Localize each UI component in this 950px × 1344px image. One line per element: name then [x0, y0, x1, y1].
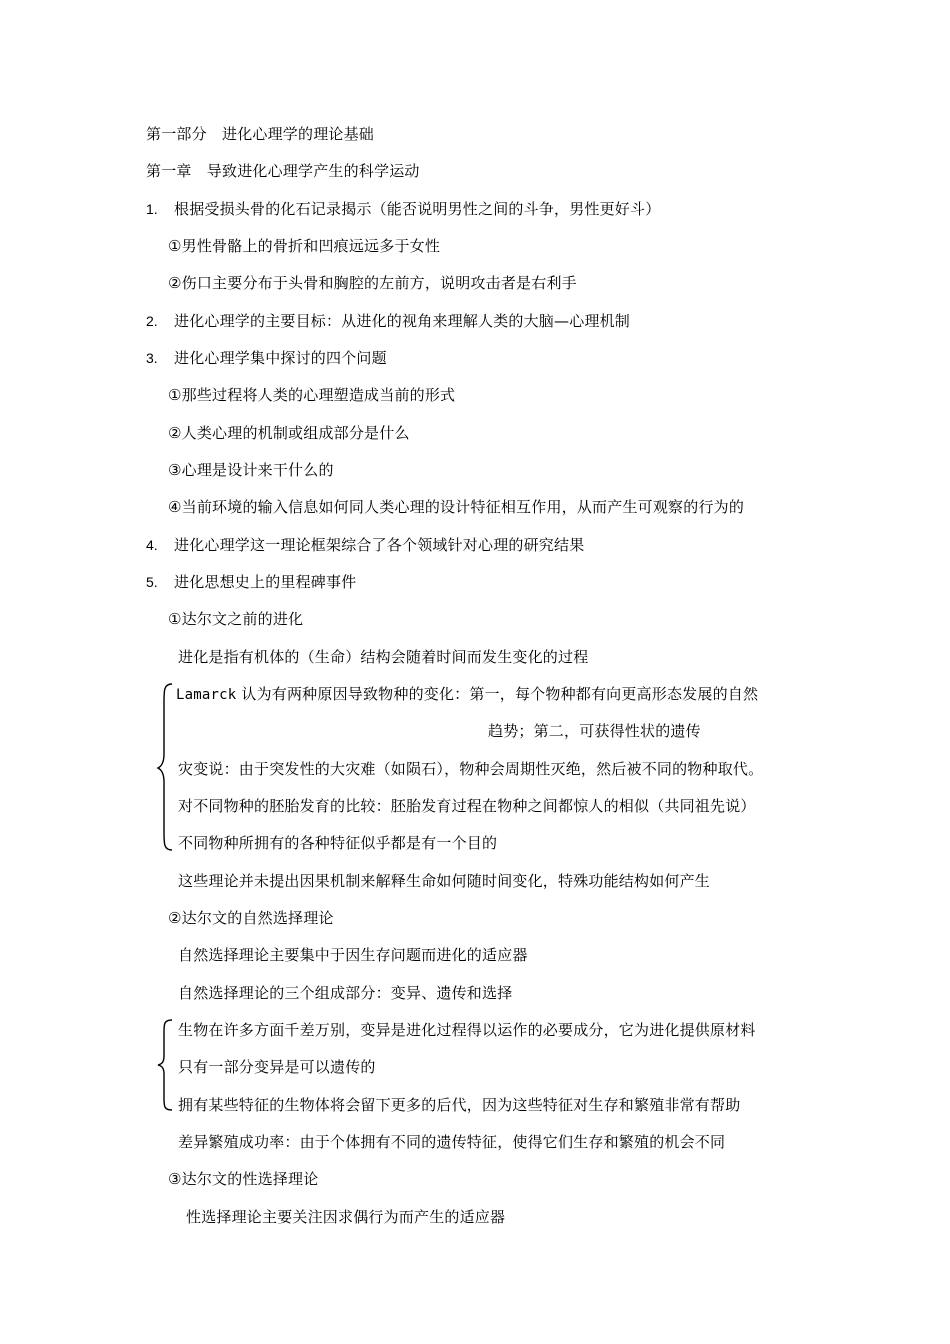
sub-item: ②伤口主要分布于头骨和胸腔的左前方，说明攻击者是右利手 [168, 274, 577, 292]
definition-text: 进化是指有机体的（生命）结构会随着时间而发生变化的过程 [178, 648, 589, 666]
sub-heading: ①达尔文之前的进化 [168, 610, 304, 628]
sub-item: ④当前环境的输入信息如何同人类心理的设计特征相互作用，从而产生可观察的行为的 [168, 498, 745, 516]
left-brace-icon [156, 682, 176, 852]
item-number: 4. [146, 537, 158, 553]
item-text: 进化思想史上的里程碑事件 [174, 573, 357, 591]
item-text: 进化心理学的主要目标：从进化的视角来理解人类的大脑—心理机制 [174, 312, 631, 330]
selection-line: 拥有某些特征的生物体将会留下更多的后代，因为这些特征对生存和繁殖非常有帮助 [178, 1096, 741, 1114]
sub-item: ①那些过程将人类的心理塑造成当前的形式 [168, 386, 456, 404]
paragraph-text: 自然选择理论主要集中于因生存问题而进化的适应器 [178, 946, 528, 964]
lamarck-name: Lamarck [176, 687, 237, 703]
lamarck-line [176, 684, 758, 705]
paragraph-text: 性选择理论主要关注因求偶行为而产生的适应器 [186, 1208, 506, 1226]
purpose-line: 不同物种所拥有的各种特征似乎都是有一个目的 [178, 834, 498, 852]
variation-line: 生物在许多方面千差万别，变异是进化过程得以运作的必要成分，它为进化提供原材料 [178, 1021, 756, 1039]
item-number: 2. [146, 313, 158, 329]
item-number: 5. [146, 574, 158, 590]
item-number: 3. [146, 350, 158, 366]
item-text: 根据受损头骨的化石记录揭示（能否说明男性之间的斗争，男性更好斗） [174, 200, 661, 218]
sub-item: ③心理是设计来干什么的 [168, 461, 334, 479]
item-text: 进化心理学集中探讨的四个问题 [174, 349, 387, 367]
catastrophe-theory: 灾变说：由于突发性的大灾难（如陨石），物种会周期性灭绝，然后被不同的物种取代。 [178, 760, 764, 778]
lamarck-continuation: 趋势；第二，可获得性状的遗传 [488, 722, 701, 740]
part-title: 第一部分 进化心理学的理论基础 [146, 125, 375, 143]
item-number: 1. [146, 201, 158, 217]
heredity-line: 只有一部分变异是可以遗传的 [178, 1058, 376, 1076]
conclusion-text: 这些理论并未提出因果机制来解释生命如何随时间变化，特殊功能结构如何产生 [178, 872, 711, 890]
sub-heading: ②达尔文的自然选择理论 [168, 909, 334, 927]
paragraph-text: 自然选择理论的三个组成部分：变异、遗传和选择 [178, 984, 513, 1002]
sub-item: ②人类心理的机制或组成部分是什么 [168, 424, 410, 442]
item-text: 进化心理学这一理论框架综合了各个领域针对心理的研究结果 [174, 536, 585, 554]
sub-heading: ③达尔文的性选择理论 [168, 1170, 319, 1188]
sub-item: ①男性骨骼上的骨折和凹痕远远多于女性 [168, 237, 441, 255]
differential-reproduction: 差异繁殖成功率：由于个体拥有不同的遗传特征，使得它们生存和繁殖的机会不同 [178, 1133, 726, 1151]
embryo-comparison: 对不同物种的胚胎发育的比较：胚胎发育过程在物种之间都惊人的相似（共同祖先说） [178, 797, 756, 815]
chapter-title: 第一章 导致进化心理学产生的科学运动 [146, 162, 420, 180]
lamarck-text: 认为有两种原因导致物种的变化：第一，每个物种都有向更高形态发展的自然 [236, 685, 759, 703]
left-brace-icon [156, 1018, 176, 1112]
